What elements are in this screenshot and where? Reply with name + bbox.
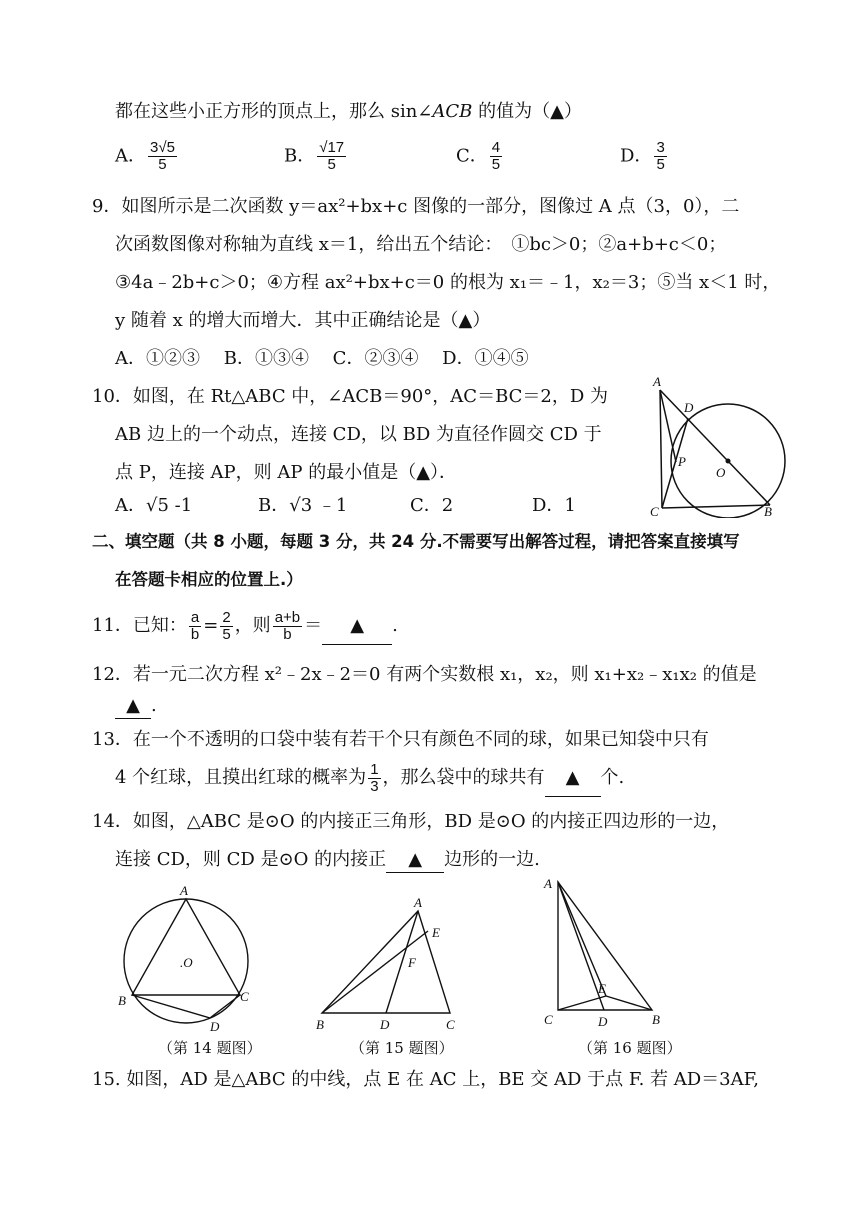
fig16-label-e: E: [598, 981, 606, 996]
q13-line-2: [115, 760, 624, 797]
q10-option-d: D．1: [532, 495, 576, 516]
q8-option-a: [115, 140, 179, 173]
fig14-label-b: B: [118, 993, 126, 1008]
denominator: 5: [656, 156, 665, 173]
denominator: b: [283, 625, 292, 643]
option-fraction: [490, 140, 502, 173]
q11-fraction-apb-b: [273, 610, 302, 643]
numerator: 2: [222, 608, 231, 626]
q13-end: 个.: [600, 767, 625, 788]
q14-answer-blank[interactable]: ▲: [386, 848, 444, 873]
q14-end: 边形的一边.: [444, 849, 540, 870]
fig15-label-b: B: [316, 1017, 324, 1032]
denominator: 5: [158, 156, 167, 173]
q12-answer-blank[interactable]: ▲: [115, 694, 151, 719]
q12-line-1: 12．若一元二次方程 x²﹣2x﹣2＝0 有两个实数根 x₁，x₂，则 x₁+x₂﹣x₁x₂ 的值是: [92, 664, 757, 685]
q10-side-ab: [660, 390, 770, 505]
denominator: 5: [327, 156, 336, 173]
fig16-label-c: C: [544, 1012, 553, 1027]
q11-fraction-2-5: [220, 610, 232, 643]
q10-label-c: C: [650, 504, 659, 518]
q10-label-o: O: [716, 465, 726, 480]
fig14-triangle: [132, 899, 240, 995]
fig16-segment-ae: [558, 882, 606, 996]
q10-label-a: A: [653, 374, 661, 389]
q10-side-ac: [660, 390, 662, 508]
section-2-heading: 二、填空题（共 8 小题，每题 3 分，共 24 分.不需要写出解答过程，请把答案直接填写: [92, 532, 740, 551]
q8-option-c: [456, 140, 504, 173]
fig14-label-a: A: [180, 885, 188, 898]
numerator: 4: [491, 139, 501, 156]
numerator: a: [190, 608, 200, 626]
q14-line-2: [115, 848, 540, 873]
q10-figure: [640, 370, 790, 518]
q11-answer-blank[interactable]: ▲: [322, 608, 392, 645]
option-label: B．: [284, 145, 316, 167]
numerator: 3√5: [150, 139, 175, 156]
option-label: D．: [620, 145, 653, 167]
section-2-heading-cont: 在答题卡相应的位置上.）: [115, 570, 303, 589]
q11: [92, 608, 398, 645]
q10-label-p: P: [678, 454, 686, 469]
q11-mid: ，则: [234, 615, 271, 636]
q13-fraction: [368, 762, 380, 795]
q9-line-3: ③4a﹣2b+c＞0；④方程 ax²+bx+c＝0 的根为 x₁＝﹣1，x₂＝3；⑤当 x＜1 时，: [115, 272, 781, 293]
fig16-diagram: [540, 872, 670, 1032]
q10-center-o: [726, 459, 731, 464]
q12-end: .: [151, 695, 157, 716]
option-fraction: [148, 140, 177, 173]
q8-option-b: [284, 140, 348, 173]
fig16-label-a: A: [544, 876, 552, 891]
q10-line-1: 10．如图，在 Rt△ABC 中，∠ACB＝90°，AC＝BC＝2，D 为: [92, 386, 609, 407]
fig14-label-c: C: [240, 989, 249, 1004]
q9-line-1: 9．如图所示是二次函数 y＝ax²+bx+c 图像的一部分，图像过 A 点（3，0），二: [92, 196, 740, 217]
q10-line-3: 点 P，连接 AP，则 AP 的最小值是（▲）．: [115, 462, 458, 483]
q10-side-cb: [662, 505, 770, 508]
fig14-caption: （第 14 题图）: [158, 1039, 262, 1057]
q10-label-d: D: [684, 400, 694, 415]
fig15-segment-be: [322, 931, 428, 1013]
q14-prefix: 连接 CD，则 CD 是⊙O 的内接正: [115, 849, 387, 870]
fig16-label-b: B: [652, 1012, 660, 1027]
q9-line-4: y 随着 x 的增大而增大．其中正确结论是（▲）: [115, 310, 491, 331]
q14-line-1: 14．如图，△ABC 是⊙O 的内接正三角形，BD 是⊙O 的内接正四边形的一边，: [92, 811, 730, 832]
q8-angle: ACB: [432, 101, 473, 122]
q13-mid: ，那么袋中的球共有: [382, 767, 545, 788]
option-label: A．: [115, 145, 146, 167]
q10-segment-ap: [660, 390, 676, 462]
numerator: √17: [319, 139, 345, 156]
denominator: 5: [222, 625, 231, 643]
numerator: 3: [656, 139, 665, 156]
q8-tail-end: 的值为（▲）: [472, 101, 582, 122]
q11-prefix: 11．已知：: [92, 615, 187, 636]
option-fraction: [317, 140, 346, 173]
option-fraction: [654, 140, 666, 173]
q8-tail: 都在这些小正方形的顶点上，那么 sin∠: [115, 101, 433, 122]
q15-line-1: 15. 如图，AD 是△ABC 的中线，点 E 在 AC 上，BE 交 AD 于点 F. 若 AD＝3AF,: [92, 1069, 760, 1090]
q8-option-d: [620, 140, 669, 173]
fig15-label-c: C: [446, 1017, 455, 1032]
q13-line-1: 13．在一个不透明的口袋中装有若干个只有颜色不同的球，如果已知袋中只有: [92, 729, 709, 750]
denominator: 3: [370, 777, 379, 795]
fig16-segment-eb: [606, 996, 652, 1010]
fig15-diagram: [310, 895, 470, 1035]
fig15-label-a: A: [414, 895, 422, 910]
q9-line-2: 次函数图像对称轴为直线 x＝1，给出五个结论： ①bc＞0；②a+b+c＜0；: [115, 234, 727, 255]
q11-eq: =: [203, 615, 219, 636]
q11-fraction-a-b: [189, 610, 201, 643]
q10-option-a: A．√5 -1: [115, 495, 193, 516]
q10-label-b: B: [764, 504, 772, 518]
q11-eq2: ＝: [304, 615, 323, 636]
fig15-label-e: E: [432, 925, 440, 940]
fig14-label-d: D: [210, 1019, 220, 1034]
fig15-label-d: D: [380, 1017, 390, 1032]
q10-line-2: AB 边上的一个动点，连接 CD，以 BD 为直径作圆交 CD 于: [115, 424, 602, 445]
fig14-diagram: [112, 885, 262, 1035]
fig16-caption: （第 16 题图）: [578, 1039, 682, 1057]
fig15-caption: （第 15 题图）: [350, 1039, 454, 1057]
numerator: 1: [370, 760, 379, 778]
denominator: 5: [491, 156, 501, 173]
q10-option-c: C．2: [410, 495, 454, 516]
fig14-segment-cd: [210, 995, 240, 1018]
q8-text: [115, 100, 582, 124]
q13-answer-blank[interactable]: ▲: [545, 760, 601, 797]
fig15-label-f: F: [408, 955, 416, 970]
denominator: b: [190, 625, 200, 643]
q11-end: .: [392, 615, 398, 636]
q13-prefix: 4 个红球，且摸出红球的概率为: [115, 767, 367, 788]
q10-option-b: B．√3 ﹣1: [258, 495, 348, 516]
option-label: C．: [456, 145, 488, 167]
q9-options: A．①②③ B．①③④ C．②③④ D．①④⑤: [115, 348, 529, 369]
q12-line-2: [115, 694, 157, 719]
fig16-segment-ce: [558, 996, 606, 1010]
numerator: a+b: [274, 608, 301, 626]
fig14-label-o: .O: [180, 955, 193, 970]
fig16-label-d: D: [598, 1014, 608, 1029]
